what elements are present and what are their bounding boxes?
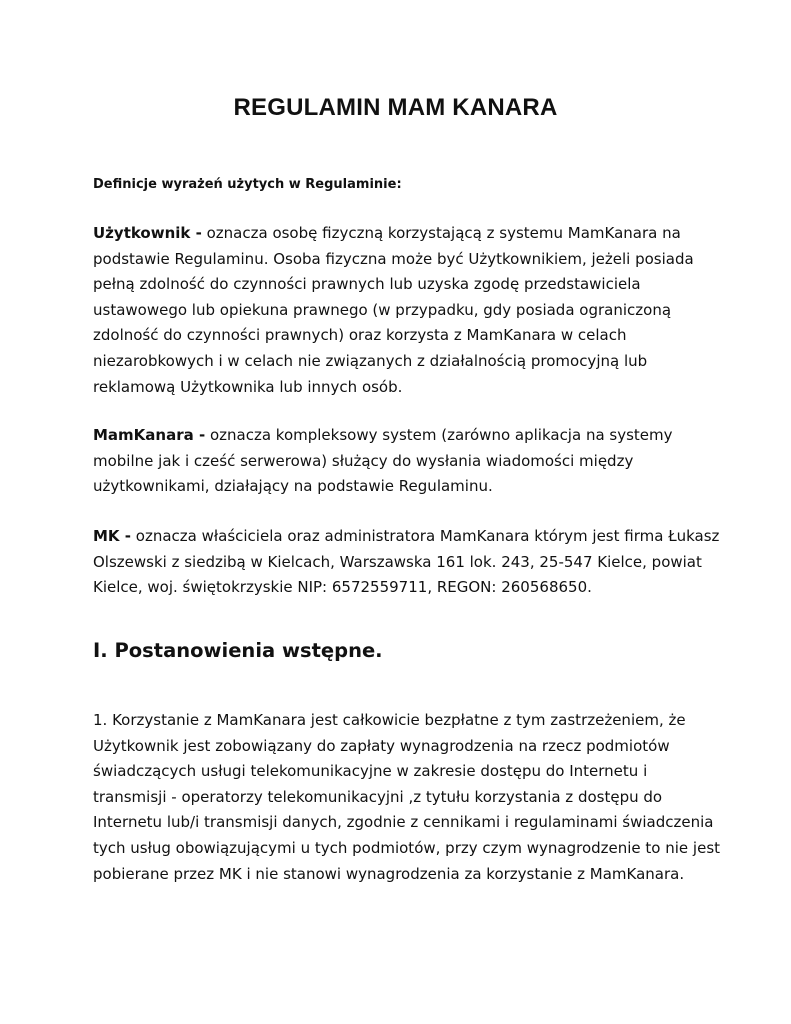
definition-term: MK - (93, 527, 131, 545)
definitions-heading: Definicje wyrażeń użytych w Regulaminie: (93, 177, 402, 192)
section-paragraph: 1. Korzystanie z MamKanara jest całkowicie bezpłatne z tym zastrzeżeniem, że Użytkownik jest zobowiązany do zapłaty wynagrodzenia na rzecz podmiotów świadczących usługi telekomunikacyjne w zakresie dostępu do Internetu i transmisji - operatorzy telekomunikacyjni ,z tytułu korzystania z dostępu do Internetu lub/i transmisji danych, zgodnie z cennikami i regulaminami świadczenia tych usług obowiązującymi u tych podmiotów, przy czym wynagrodzenie to nie jest pobierane przez MK i nie stanowi wynagrodzenia za korzystanie z MamKanara. (93, 711, 721, 883)
definition-mamkanara (93, 423, 723, 500)
definition-uzytkownik (93, 221, 723, 400)
definition-mk (93, 524, 723, 601)
document-title: REGULAMIN MAM KANARA (233, 94, 558, 121)
definition-text: oznacza osobę fizyczną korzystającą z systemu MamKanara na podstawie Regulaminu. Osoba fizyczna może być Użytkownikiem, jeżeli posiada pełną zdolność do czynności prawnych lub uzyska zgodę przedstawiciela ustawowego lub opiekuna prawnego (w przypadku, gdy posiada ograniczoną zdolność do czynności prawnych) oraz korzysta z MamKanara w celach niezarobkowych i w celach nie związanych z działalnością promocyjną lub reklamową Użytkownika lub innych osób. (93, 224, 694, 396)
definition-term: MamKanara - (93, 426, 206, 444)
definition-term: Użytkownik - (93, 224, 202, 242)
definition-text: oznacza właściciela oraz administratora MamKanara którym jest firma Łukasz Olszewski z siedzibą w Kielcach, Warszawska 161 lok. 243, 25-547 Kielce, powiat Kielce, woj. świętokrzyskie NIP: 6572559711, REGON: 260568650. (93, 527, 720, 597)
section-heading: I. Postanowienia wstępne. (93, 639, 383, 662)
definition-text: oznacza kompleksowy system (zarówno aplikacja na systemy mobilne jak i cześć serwerowa) służący do wysłania wiadomości między użytkownikami, działający na podstawie Regulaminu. (93, 426, 673, 496)
